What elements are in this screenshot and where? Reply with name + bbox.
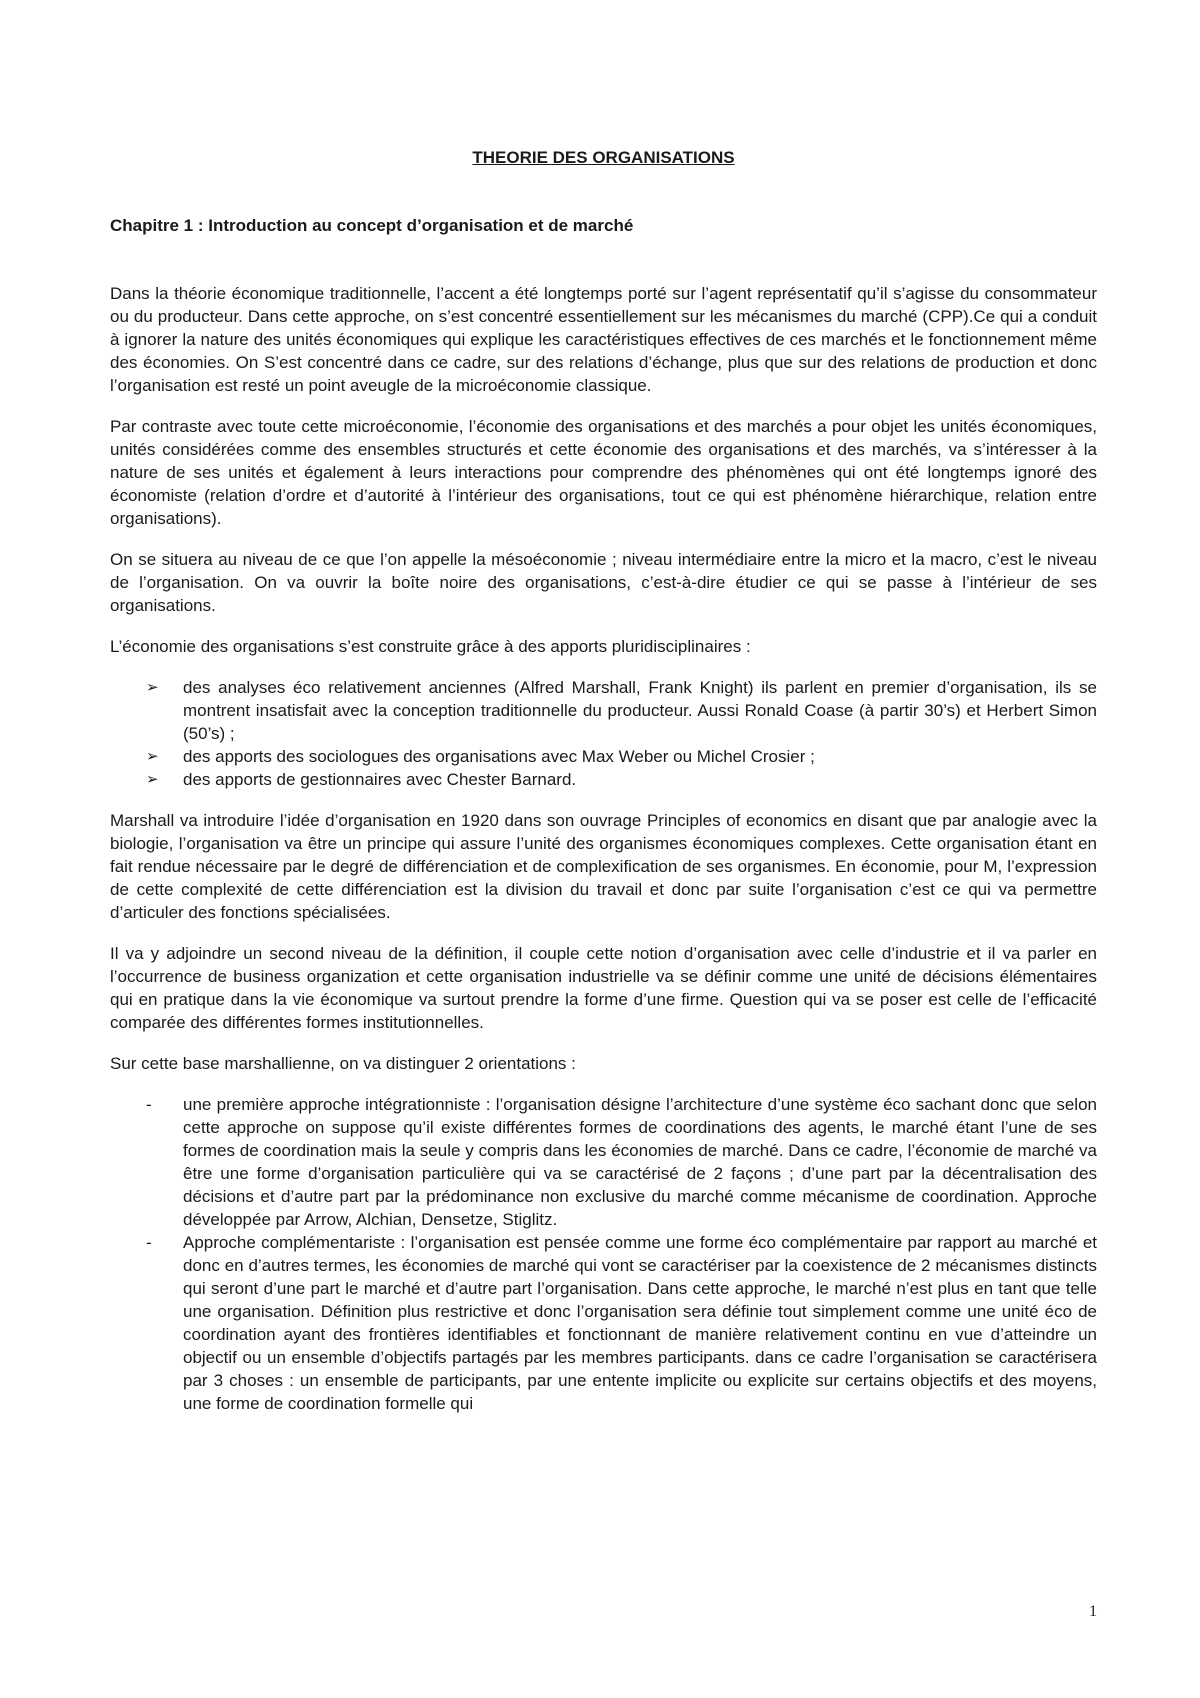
list-item-text: Approche complémentariste : l’organisation est pensée comme une forme éco complémentaire par rapport au marché et donc en d’autres termes, les économies de marché qui vont se caractériser par la coexistence de 2 mécanismes distincts qui seront d’une part le marché et d’autre part l’organisation. Dans cette approche, le marché n’est plus en tant que telle une organisation. Définition plus restrictive et donc l’organisation sera définie tout simplement comme une unité éco de coordination ayant des frontières identifiables et fonctionnant de manière relativement continu en vue d’atteindre un objectif ou un ensemble d’objectifs partagés par les membres participants. dans ce cadre l’organisation se caractérisera par 3 choses : un ensemble de participants, par une entente implicite ou explicite sur certains objectifs et des moyens, une forme de coordination formelle qui: [183, 1233, 1097, 1413]
list-item: [110, 1231, 1097, 1415]
list-item: [110, 676, 1097, 745]
list-item-text: des analyses éco relativement anciennes (Alfred Marshall, Frank Knight) ils parlent en premier d’organisation, ils se montrent insatisfait avec la conception traditionnelle du producteur. Aussi Ronald Coase (à partir 30’s) et Herbert Simon (50’s) ;: [183, 678, 1097, 743]
arrow-bullet-icon: ➢: [146, 748, 159, 765]
list-item-text: des apports de gestionnaires avec Chester Barnard.: [183, 770, 577, 789]
chapter-heading: Chapitre 1 : Introduction au concept d’organisation et de marché: [110, 216, 634, 235]
paragraph: L’économie des organisations s’est construite grâce à des apports pluridisciplinaires :: [110, 637, 751, 656]
paragraph: Sur cette base marshallienne, on va distinguer 2 orientations :: [110, 1054, 576, 1073]
dash-bullet-icon: -: [146, 1233, 152, 1252]
dash-bullet-icon: -: [146, 1095, 152, 1114]
document-title: THEORIE DES ORGANISATIONS: [472, 148, 735, 167]
page-number: 1: [1089, 1603, 1097, 1620]
arrow-bullet-list: [110, 676, 1097, 791]
paragraph: On se situera au niveau de ce que l’on appelle la mésoéconomie ; niveau intermédiaire entre la micro et la macro, c’est le niveau de l’organisation. On va ouvrir la boîte noire des organisations, c’est-à-dire étudier ce qui se passe à l’intérieur de ses organisations.: [110, 550, 1097, 615]
arrow-bullet-icon: ➢: [146, 771, 159, 788]
paragraph: Par contraste avec toute cette microéconomie, l’économie des organisations et des marchés a pour objet les unités économiques, unités considérées comme des ensembles structurés et cette économie des organisations et des marchés, va s’intéresser à la nature de ses unités et également à leurs interactions pour comprendre des phénomènes qui ont été longtemps ignoré des économiste (relation d’ordre et d’autorité à l’intérieur des organisations, tout ce qui est phénomène hiérarchique, relation entre organisations).: [110, 417, 1097, 528]
list-item: [110, 745, 1097, 768]
arrow-bullet-icon: ➢: [146, 679, 159, 696]
list-item-text: des apports des sociologues des organisations avec Max Weber ou Michel Crosier ;: [183, 747, 815, 766]
list-item: [110, 1093, 1097, 1231]
list-item-text: une première approche intégrationniste : l’organisation désigne l’architecture d’une système éco sachant donc que selon cette approche on suppose qu’il existe différentes formes de coordinations des agents, le marché étant l’une de ses formes de coordination mais la seule y compris dans les économies de marché. Dans ce cadre, l’économie de marché va être une forme d’organisation particulière qui va se caractérisé de 2 façons ; d’une part par la décentralisation des décisions et d’autre part par la prédominance non exclusive du marché comme mécanisme de coordination. Approche développée par Arrow, Alchian, Densetze, Stiglitz.: [183, 1095, 1097, 1229]
dash-bullet-list: [110, 1093, 1097, 1415]
paragraph: Marshall va introduire l’idée d’organisation en 1920 dans son ouvrage Principles of economics en disant que par analogie avec la biologie, l’organisation va être un principe qui assure l’unité des organismes économiques complexes. Cette organisation étant en fait rendue nécessaire par le degré de différenciation et de complexification de ses organismes. En économie, pour M, l’expression de cette complexité de cette différenciation est la division du travail et donc par suite l’organisation c’est ce qui va permettre d’articuler des fonctions spécialisées.: [110, 811, 1097, 922]
list-item: [110, 768, 1097, 791]
paragraph: Il va y adjoindre un second niveau de la définition, il couple cette notion d’organisation avec celle d’industrie et il va parler en l’occurrence de business organization et cette organisation industrielle va se définir comme une unité de décisions élémentaires qui en pratique dans la vie économique va surtout prendre la forme d’une firme. Question qui va se poser est celle de l’efficacité comparée des différentes formes institutionnelles.: [110, 944, 1097, 1032]
paragraph: Dans la théorie économique traditionnelle, l’accent a été longtemps porté sur l’agent représentatif qu’il s’agisse du consommateur ou du producteur. Dans cette approche, on s’est concentré essentiellement sur les mécanismes du marché (CPP).Ce qui a conduit à ignorer la nature des unités économiques qui explique les caractéristiques effectives de ces marchés et le fonctionnement même des économies. On S’est concentré dans ce cadre, sur des relations d’échange, plus que sur des relations de production et donc l’organisation est resté un point aveugle de la microéconomie classique.: [110, 284, 1097, 395]
